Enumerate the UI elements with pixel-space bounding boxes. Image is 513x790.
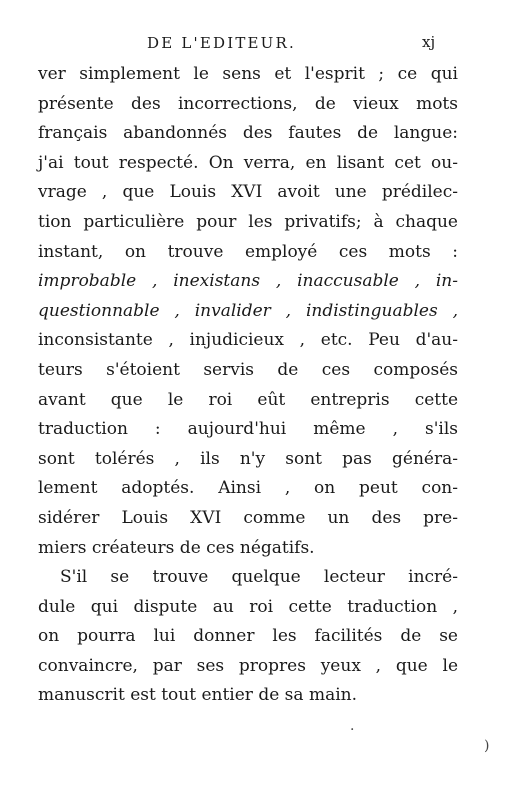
text-line: j'ai tout respecté. On verra, en lisant cet ou- (38, 152, 458, 173)
text-line: traduction : aujourd'hui même , s'ils (38, 419, 458, 440)
text-line: lement adoptés. Ainsi , on peut con- (38, 478, 458, 499)
text-line: vrage , que Louis XVI avoit une prédilec- (38, 182, 458, 203)
text-line: dule qui dispute au roi cette traduction , (38, 596, 458, 617)
text-line: convaincre, par ses propres yeux , que le (38, 655, 458, 676)
body-text (38, 60, 458, 711)
text-line: on pourra lui donner les facilités de se (38, 626, 458, 647)
text-line: improbable , inexistans , inaccusable , in- (38, 271, 458, 292)
text-line: inconsistante , injudicieux , etc. Peu d'au- (38, 330, 458, 351)
text-line: avant que le roi eût entrepris cette (38, 389, 458, 410)
text-line: questionnable , invalider , indistinguables , (38, 300, 458, 321)
ink-speck: ) (484, 738, 490, 754)
text-line: S'il se trouve quelque lecteur incré- (60, 567, 458, 588)
text-line: instant, on trouve employé ces mots : (38, 241, 458, 262)
text-line: manuscrit est tout entier de sa main. (38, 685, 357, 706)
page-number: xj (422, 33, 436, 51)
text-line: présente des incorrections, de vieux mots (38, 93, 458, 114)
text-line: miers créateurs de ces négatifs. (38, 537, 315, 558)
text-line: français abandonnés des fautes de langue: (38, 123, 458, 144)
ink-speck: · (350, 722, 355, 738)
text-line: ver simplement le sens et l'esprit ; ce qui (38, 64, 458, 84)
text-line: teurs s'étoient servis de ces composés (38, 359, 458, 380)
running-head: DE L'EDITEUR. (147, 34, 296, 52)
text-line: sont tolérés , ils n'y sont pas généra- (38, 448, 458, 469)
text-line: sidérer Louis XVI comme un des pre- (38, 507, 458, 528)
text-line: tion particulière pour les privatifs; à chaque (38, 211, 458, 232)
